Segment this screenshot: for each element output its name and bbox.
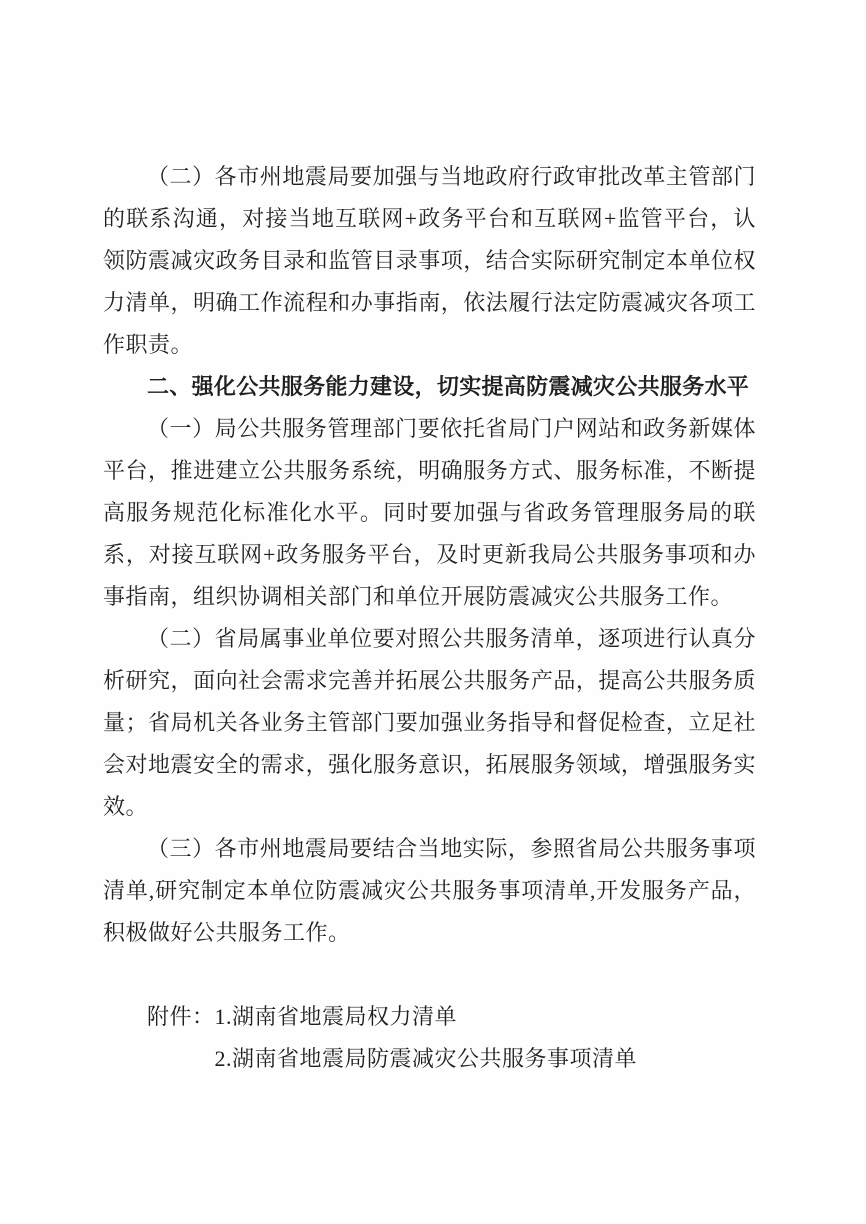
paragraph-3-section2: （三）各市州地震局要结合当地实际，参照省局公共服务事项清单,研究制定本单位防震减灾公共服务事项清单,开发服务产品，积极做好公共服务工作。	[103, 836, 756, 945]
paragraph-2-section1: （二）各市州地震局要加强与当地政府行政审批改革主管部门的联系沟通，对接当地互联网+政务平台和互联网+监管平台，认领防震减灾政务目录和监管目录事项，结合实际研究制定本单位权力清单，明确工作流程和办事指南，依法履行法定防震减灾各项工作职责。	[103, 164, 756, 357]
attachments-block	[103, 996, 756, 1080]
attachments-label: 附件：	[147, 1004, 215, 1029]
paragraph-2-section2: （二）省局属事业单位要对照公共服务清单，逐项进行认真分析研究，面向社会需求完善并拓展公共服务产品，提高公共服务质量；省局机关各业务主管部门要加强业务指导和督促检查，立足社会对地震安全的需求，强化服务意识，拓展服务领域，增强服务实效。	[103, 626, 756, 819]
attachment-item-2: 2.湖南省地震局防震减灾公共服务事项清单	[214, 1046, 638, 1071]
document-content	[103, 156, 756, 1080]
attachment-item-1: 1.湖南省地震局权力清单	[214, 1004, 458, 1029]
section-heading: 二、强化公共服务能力建设，切实提高防震减灾公共服务水平	[147, 374, 750, 399]
attachments-list	[215, 996, 756, 1080]
paragraph-1-section2: （一）局公共服务管理部门要依托省局门户网站和政务新媒体平台，推进建立公共服务系统，明确服务方式、服务标准，不断提高服务规范化标准化水平。同时要加强与省政务管理服务局的联系，对接互联网+政务服务平台，及时更新我局公共服务事项和办事指南，组织协调相关部门和单位开展防震减灾公共服务工作。	[103, 416, 756, 609]
